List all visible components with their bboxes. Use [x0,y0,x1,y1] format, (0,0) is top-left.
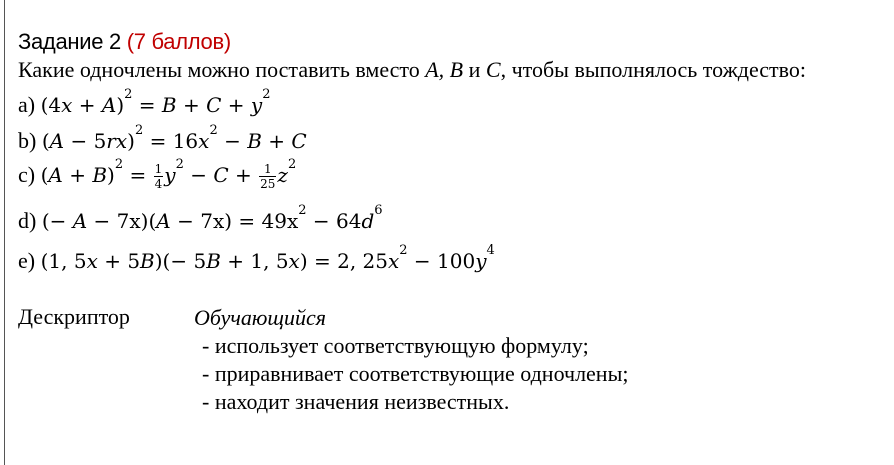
task-points: (7 баллов) [126,29,231,54]
task-content [18,28,888,414]
equation-label: b) [18,128,37,153]
equation-b [18,123,307,154]
equation-label: d) [18,208,37,233]
equation-formula: (1, 5x + 5B)(− 5B + 1, 5x) = 2, $25x^2 - 100y^4$ [40,243,495,273]
equation-c [18,157,297,191]
descriptor-label: Дескриптор [18,304,130,329]
equation-label: c) [18,162,36,187]
descriptor-item: - использует соответствующую формулу; [202,333,589,358]
fraction-1-4: $\frac{1}{4}$ [154,162,163,191]
equation-label: e) [18,248,36,273]
task-number: Задание 2 [18,29,121,54]
equation-formula: $(4x + A)^2 = B + C + y^2$ [40,87,271,117]
equation-d [18,203,383,234]
question-and: и [463,57,486,82]
equation-a [18,87,271,118]
descriptor-heading: Обучающийся [194,305,327,330]
equation-formula: $(A + B)^2$ = $\frac{1}{4}$ $y^2 - C$ + $\frac{1}{25}$ $z^2$ [40,157,297,191]
equation-e [18,243,495,274]
equation-formula: (− $A - 7x)(A - 7x) = 49x^2 - 64d^6$ [41,203,383,233]
question-text [18,56,888,84]
descriptor-item: - приравнивает соответствующие одночлены; [202,361,629,386]
question-var-c: C [485,57,501,82]
descriptor-item: - находит значения неизвестных. [202,389,510,414]
question-vars-ab: A, B [425,57,464,82]
question-intro: Какие одночлены можно поставить вместо [18,57,426,82]
descriptor-block [194,304,628,416]
equation-formula: $(A - 5rx)^2 = 16x^2 - B + C$ [41,123,307,153]
task-title [18,28,888,56]
equation-label: a) [18,92,36,117]
fraction-1-25: $\frac{1}{25}$ [260,162,276,191]
question-rest: , чтобы выполнялось тождество: [500,57,807,82]
